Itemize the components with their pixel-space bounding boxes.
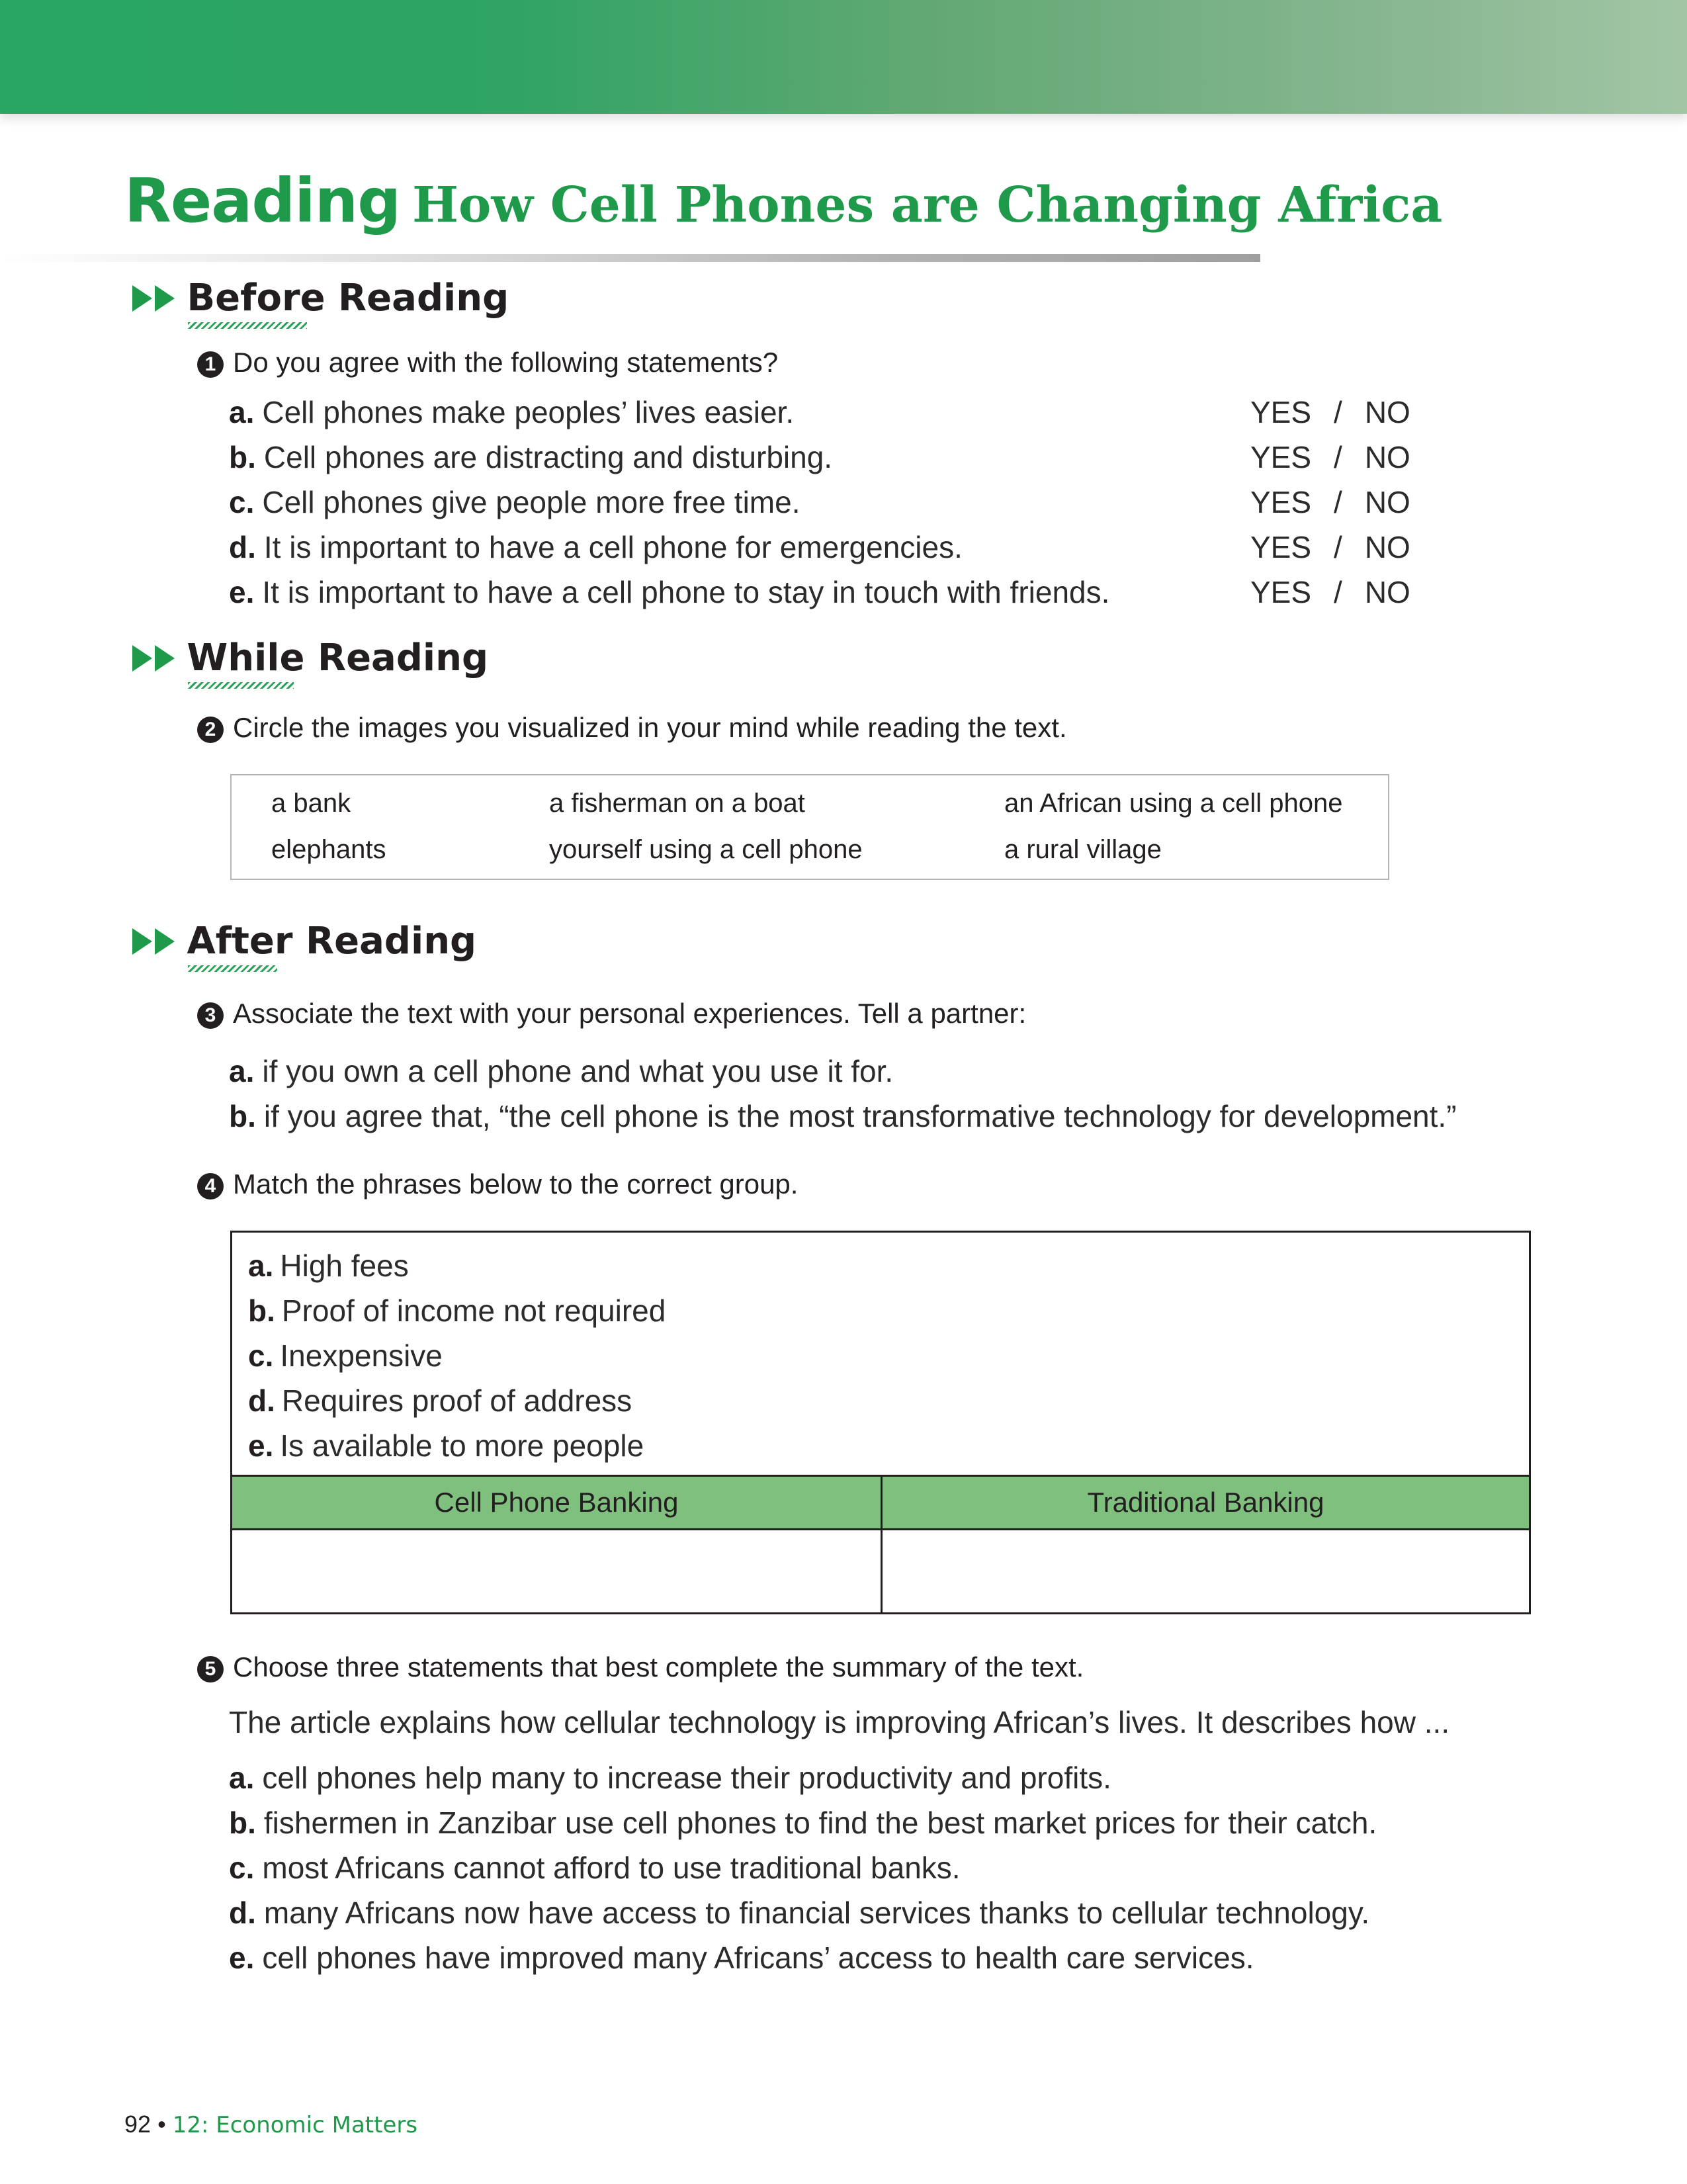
image-option[interactable]: elephants (271, 835, 386, 864)
answer-cell-cell-phone-banking[interactable] (232, 1530, 881, 1612)
column-header-traditional-banking: Traditional Banking (883, 1475, 1529, 1530)
image-option[interactable]: a fisherman on a boat (549, 789, 805, 818)
double-arrow-icon (131, 644, 177, 673)
discussion-item-b: b. if you agree that, “the cell phone is the most transformative technology for development.” (229, 1099, 1457, 1133)
summary-option-b[interactable]: b. fishermen in Zanzibar use cell phones to find the best market prices for their catch. (229, 1806, 1377, 1840)
summary-option-d[interactable]: d. many Africans now have access to financial services thanks to cellular technology. (229, 1896, 1370, 1930)
footer-bullet: • (157, 2111, 166, 2138)
phrase-item: b. Proof of income not required (248, 1293, 666, 1328)
image-option[interactable]: a rural village (1004, 835, 1162, 864)
chapter-label: 12: Economic Matters (172, 2112, 418, 2138)
yes-no-choice[interactable]: YES / NO (1250, 530, 1410, 564)
column-header-cell-phone-banking: Cell Phone Banking (232, 1475, 881, 1530)
question-3 (197, 998, 1026, 1029)
header-banner (0, 0, 1687, 114)
summary-option-a[interactable]: a. cell phones help many to increase their productivity and profits. (229, 1761, 1111, 1795)
phrase-item: a. High fees (248, 1248, 409, 1283)
summary-intro: The article explains how cellular technology is improving African’s lives. It describes how ... (229, 1705, 1450, 1739)
before-reading-heading (131, 277, 509, 320)
summary-option-e[interactable]: e. cell phones have improved many Africans’ access to health care services. (229, 1941, 1254, 1975)
question-text: Do you agree with the following statements? (233, 347, 779, 378)
yes-no-choice[interactable]: YES / NO (1250, 395, 1410, 429)
heading-underline (188, 322, 307, 329)
section-title: After Reading (187, 920, 476, 963)
page-footer (124, 2111, 417, 2138)
question-number-badge: 3 (197, 1002, 224, 1029)
question-number-badge: 1 (197, 351, 224, 378)
statement-a: a. Cell phones make peoples’ lives easier. (229, 395, 795, 429)
question-number-badge: 4 (197, 1173, 224, 1200)
phrase-item: d. Requires proof of address (248, 1383, 632, 1418)
yes-no-choice[interactable]: YES / NO (1250, 440, 1410, 474)
statement-b: b. Cell phones are distracting and disturbing. (229, 440, 833, 474)
title-divider (0, 254, 1260, 262)
image-option[interactable]: an African using a cell phone (1004, 789, 1343, 818)
statement-e: e. It is important to have a cell phone to stay in touch with friends. (229, 575, 1110, 609)
question-text: Associate the text with your personal experiences. Tell a partner: (233, 998, 1027, 1029)
phrase-item: e. Is available to more people (248, 1428, 644, 1463)
page-number: 92 (124, 2111, 151, 2138)
section-title: While Reading (187, 636, 488, 679)
question-4 (197, 1168, 798, 1200)
heading-underline (188, 682, 294, 689)
image-option[interactable]: yourself using a cell phone (549, 835, 863, 864)
phrase-item: c. Inexpensive (248, 1338, 443, 1373)
heading-underline (188, 965, 277, 972)
after-reading-heading (131, 920, 476, 963)
matching-table (230, 1231, 1531, 1614)
double-arrow-icon (131, 927, 177, 956)
section-title: Before Reading (187, 277, 509, 320)
page-title-main: Reading (124, 165, 401, 236)
question-text: Choose three statements that best complete the summary of the text. (233, 1651, 1084, 1682)
yes-no-choice[interactable]: YES / NO (1250, 485, 1410, 519)
double-arrow-icon (131, 284, 177, 313)
question-2 (197, 712, 1067, 744)
answer-cell-traditional-banking[interactable] (883, 1530, 1529, 1612)
statement-d: d. It is important to have a cell phone for emergencies. (229, 530, 963, 564)
statement-c: c. Cell phones give people more free time. (229, 485, 800, 519)
page-title-sub: How Cell Phones are Changing Africa (412, 177, 1443, 234)
question-number-badge: 5 (197, 1656, 224, 1682)
question-number-badge: 2 (197, 717, 224, 743)
question-text: Match the phrases below to the correct group. (233, 1168, 799, 1200)
question-5 (197, 1651, 1084, 1683)
image-option[interactable]: a bank (271, 789, 351, 818)
page-title (124, 165, 1442, 236)
image-options-box (230, 774, 1389, 880)
yes-no-choice[interactable]: YES / NO (1250, 575, 1410, 609)
discussion-item-a: a. if you own a cell phone and what you use it for. (229, 1054, 894, 1088)
question-1 (197, 347, 778, 378)
summary-option-c[interactable]: c. most Africans cannot afford to use traditional banks. (229, 1851, 961, 1885)
phrase-list (248, 1243, 666, 1468)
while-reading-heading (131, 636, 488, 679)
question-text: Circle the images you visualized in your mind while reading the text. (233, 712, 1067, 743)
